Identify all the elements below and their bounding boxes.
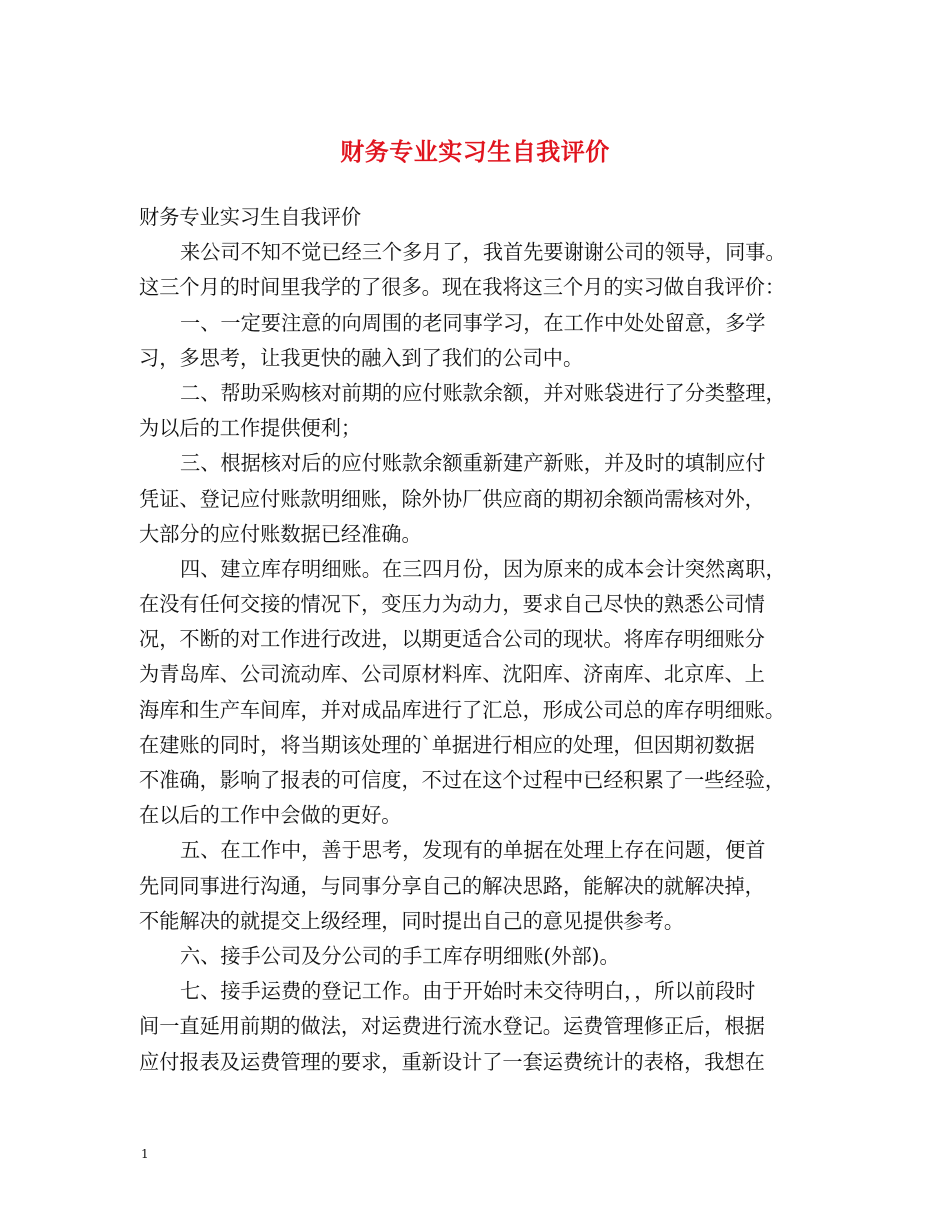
text-line: 三、根据核对后的应付账款余额重新建产新账，并及时的填制应付 bbox=[180, 451, 766, 476]
text-line: 七、接手运费的登记工作。由于开始时未交待明白，，所以前段时 bbox=[180, 979, 756, 1004]
text-line: 况，不断的对工作进行改进，以期更适合公司的现状。将库存明细账分 bbox=[139, 627, 765, 652]
text-line: 间一直延用前期的做法，对运费进行流水登记。运费管理修正后，根据 bbox=[139, 1014, 765, 1039]
text-line: 五、在工作中，善于思考，发现有的单据在处理上存在问题，便首 bbox=[180, 838, 766, 863]
text-line: 二、帮助采购核对前期的应付账款余额，并对账袋进行了分类整理， bbox=[180, 380, 786, 405]
text-line: 为以后的工作提供便利； bbox=[139, 416, 362, 441]
page-number: 1 bbox=[141, 1147, 149, 1161]
text-line: 不能解决的就提交上级经理，同时提出自己的意见提供参考。 bbox=[139, 908, 685, 933]
text-line: 海库和生产车间库，并对成品库进行了汇总，形成公司总的库存明细账。 bbox=[139, 697, 786, 722]
text-line: 先同同事进行沟通，与同事分享自己的解决思路，能解决的就解决掉， bbox=[139, 873, 765, 898]
text-line: 凭证、登记应付账款明细账，除外协厂供应商的期初余额尚需核对外， bbox=[139, 486, 765, 511]
text-line: 这三个月的时间里我学的了很多。现在我将这三个月的实习做自我评价： bbox=[139, 275, 786, 300]
text-line: 应付报表及运费管理的要求，重新设计了一套运费统计的表格，我想在 bbox=[139, 1049, 765, 1074]
text-line: 六、接手公司及分公司的手工库存明细账(外部)。 bbox=[180, 943, 620, 968]
text-line: 大部分的应付账数据已经准确。 bbox=[139, 521, 422, 546]
text-line: 不准确，影响了报表的可信度，不过在这个过程中已经积累了一些经验， bbox=[139, 768, 786, 792]
document-title: 财务专业实习生自我评价 bbox=[340, 137, 610, 166]
document-body bbox=[139, 200, 819, 1080]
text-line: 来公司不知不觉已经三个多月了，我首先要谢谢公司的领导，同事。 bbox=[180, 240, 786, 265]
text-line: 在建账的同时，将当期该处理的`单据进行相应的处理，但因期初数据 bbox=[139, 732, 755, 757]
text-line: 习，多思考，让我更快的融入到了我们的公司中。 bbox=[139, 345, 584, 370]
text-line: 在没有任何交接的情况下，变压力为动力，要求自己尽快的熟悉公司情 bbox=[139, 592, 765, 617]
text-line: 为青岛库、公司流动库、公司原材料库、沈阳库、济南库、北京库、上 bbox=[139, 662, 765, 687]
text-line: 在以后的工作中会做的更好。 bbox=[139, 803, 402, 828]
text-line: 四、建立库存明细账。在三四月份，因为原来的成本会计突然离职， bbox=[180, 556, 786, 581]
text-line: 财务专业实习生自我评价 bbox=[139, 205, 362, 229]
text-line: 一、一定要注意的向周围的老同事学习，在工作中处处留意，多学 bbox=[180, 310, 766, 335]
